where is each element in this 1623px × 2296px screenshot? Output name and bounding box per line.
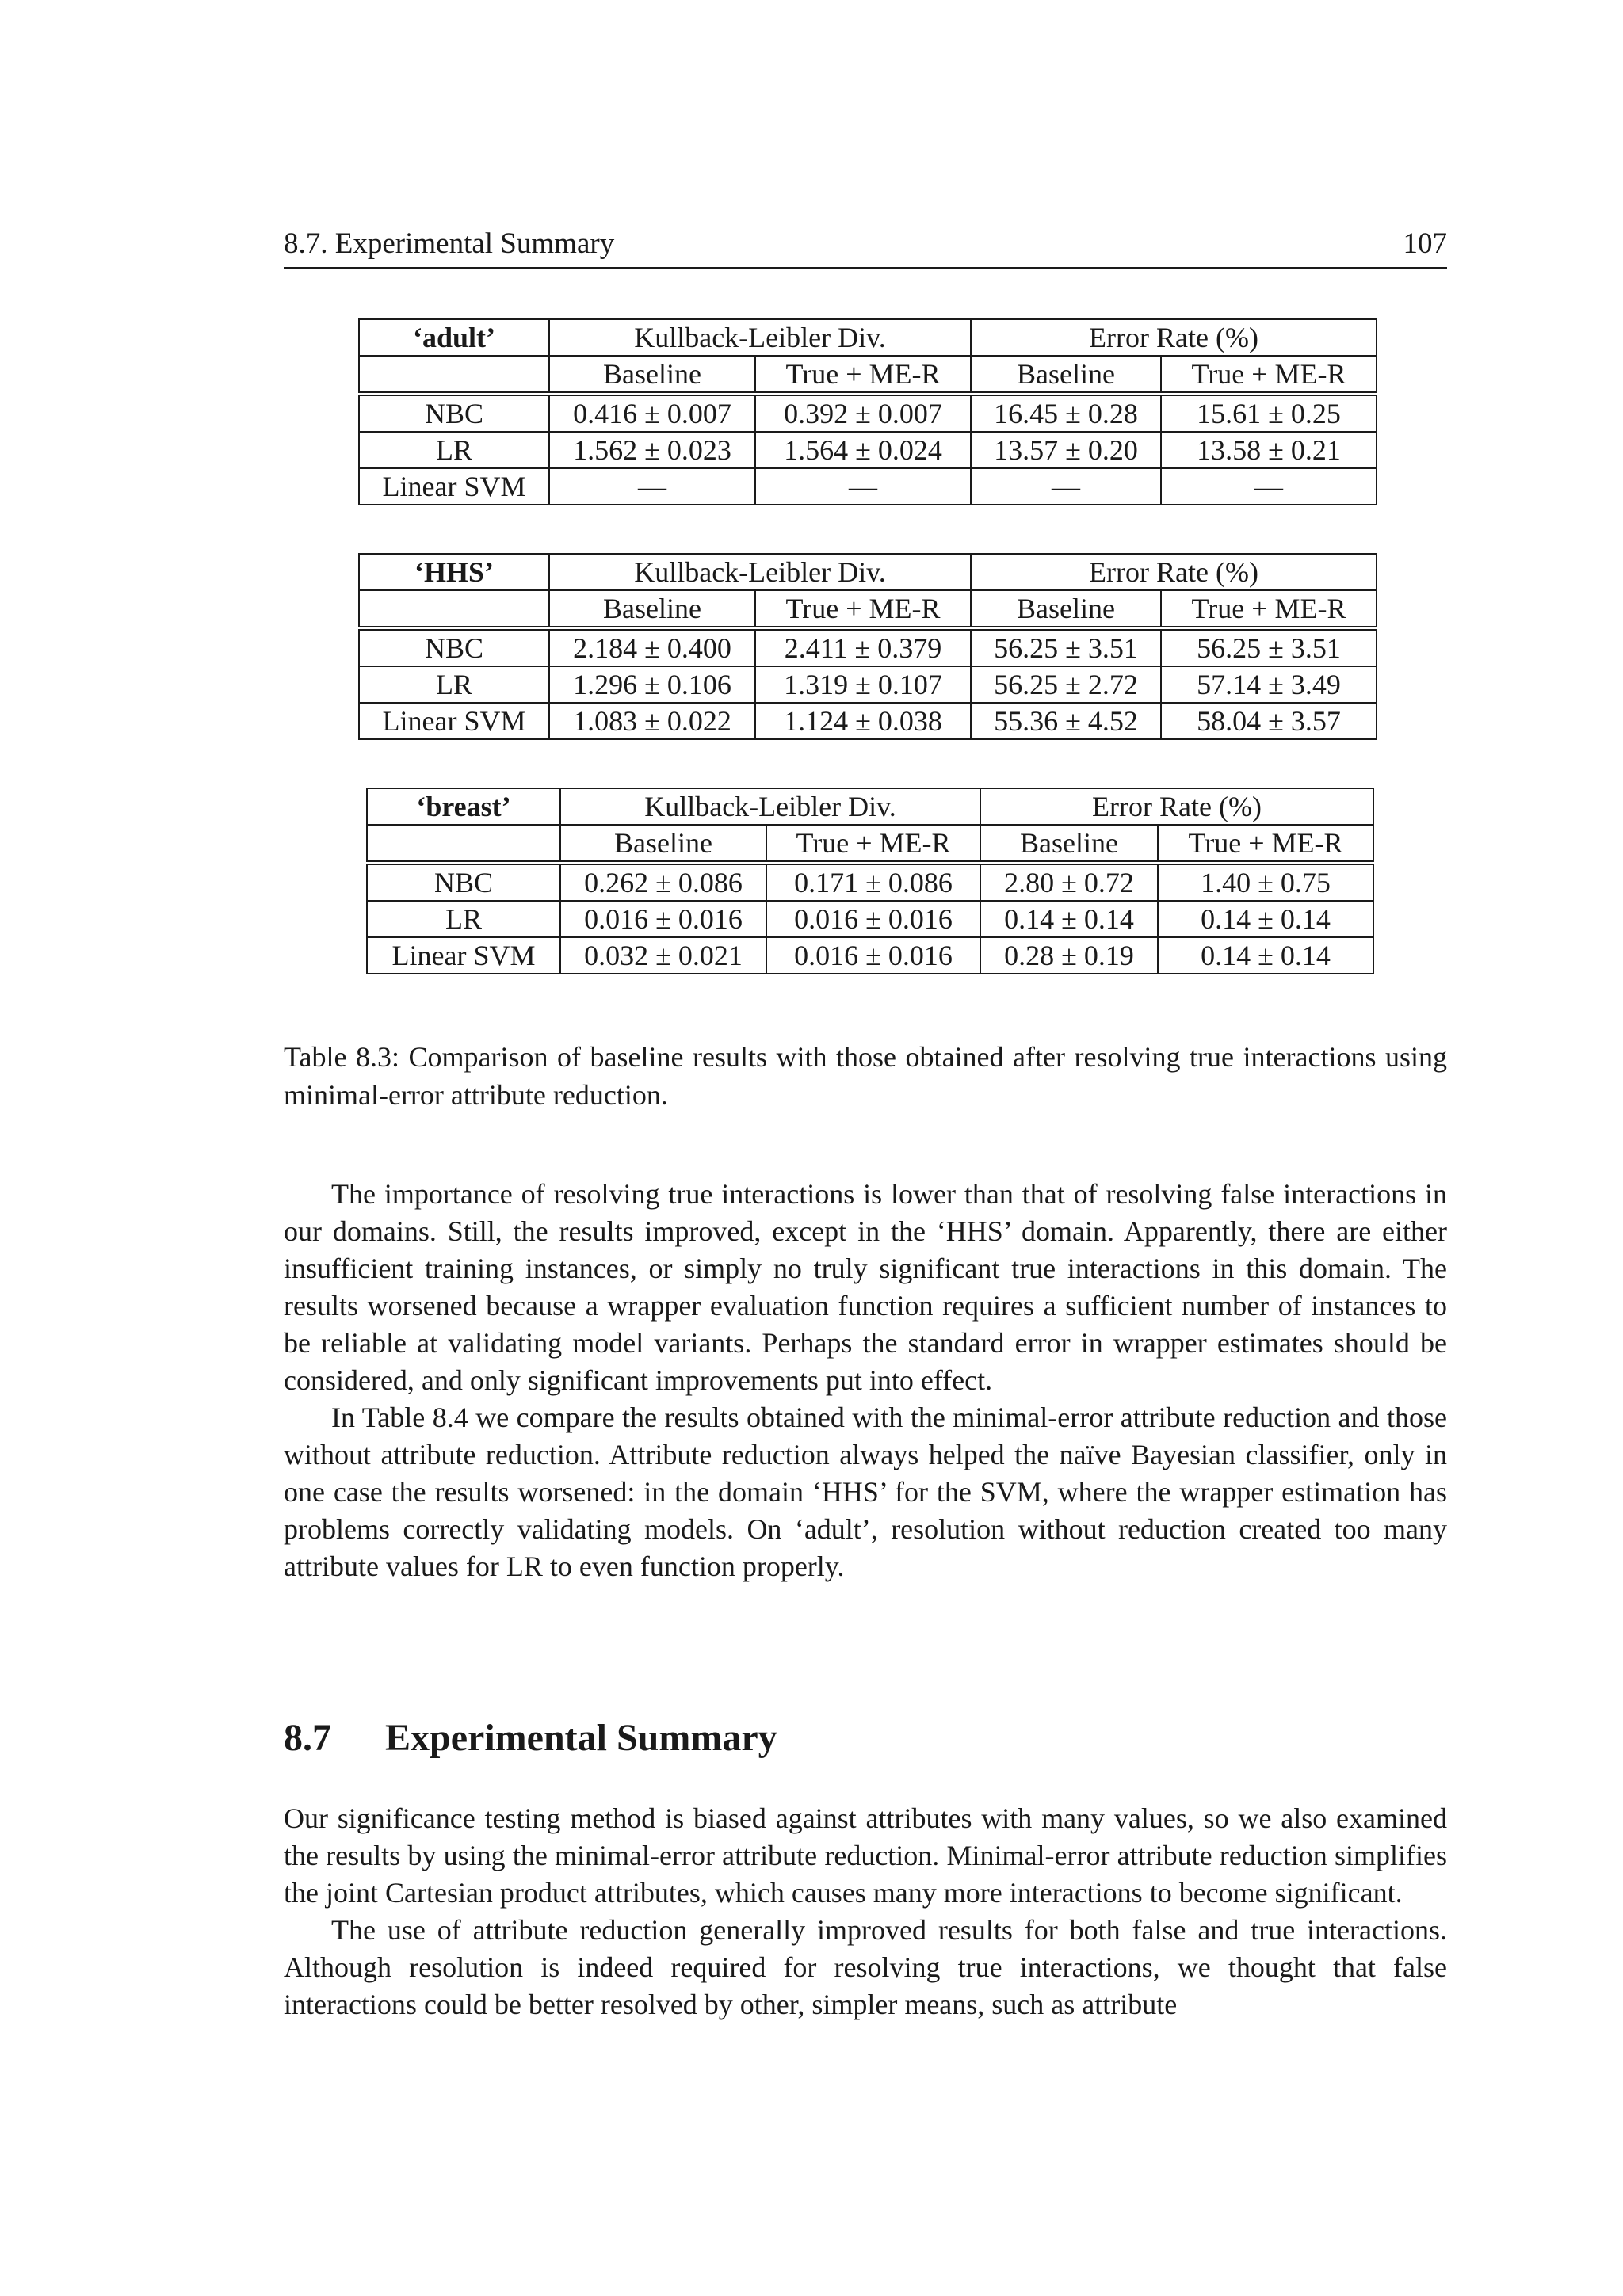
table-sub-header-row [359,356,1377,394]
row-label: NBC [359,394,549,432]
section-number: 8.7 [284,1717,331,1759]
results-table-hhs [358,553,1377,740]
running-head [284,227,1447,269]
table-cell: 55.36 ± 4.52 [971,703,1161,739]
table-row [359,666,1377,703]
table-cell: 1.296 ± 0.106 [549,666,755,703]
row-label: LR [359,432,549,468]
table-cell: 0.016 ± 0.016 [560,901,766,937]
table-cell: — [549,468,755,505]
table-row [359,628,1377,666]
table-cell: 0.262 ± 0.086 [560,863,766,901]
sub-header: Baseline [980,825,1158,863]
table-cell: 2.411 ± 0.379 [755,628,971,666]
table-cell: 15.61 ± 0.25 [1161,394,1377,432]
row-label: Linear SVM [359,703,549,739]
table-sub-header-row [359,590,1377,628]
row-label: Linear SVM [359,468,549,505]
sub-header: True + ME-R [755,356,971,394]
group-header: Error Rate (%) [971,319,1377,356]
group-header: Kullback-Leibler Div. [560,788,980,825]
row-label: Linear SVM [367,937,560,974]
table-cell: 0.392 ± 0.007 [755,394,971,432]
table-row [359,703,1377,739]
results-table-breast [366,788,1374,974]
sub-header: True + ME-R [1161,590,1377,628]
table-sub-header-row [367,825,1373,863]
row-label: NBC [359,628,549,666]
paragraph: The use of attribute reduction generally improved results for both false and true interactions. Although resolution is indeed required for resolving true interactions, we thought that false interactions could be better resolved by other, simpler means, such as attribute [284,1914,1447,2020]
table-cell: 13.57 ± 0.20 [971,432,1161,468]
body-text-before-section [284,1176,1447,1585]
empty-cell [367,825,560,863]
section-heading [284,1716,777,1760]
sub-header: True + ME-R [755,590,971,628]
table-cell: 0.016 ± 0.016 [766,901,980,937]
row-label: LR [359,666,549,703]
dataset-name: ‘adult’ [359,319,549,356]
table-caption: Table 8.3: Comparison of baseline results with those obtained after resolving true interactions using minimal-error attribute reduction. [284,1041,1447,1111]
body-text-after-section [284,1800,1447,2023]
table-cell: 1.562 ± 0.023 [549,432,755,468]
table-cell: 0.032 ± 0.021 [560,937,766,974]
table-row [359,468,1377,505]
row-label: LR [367,901,560,937]
table-cell: 16.45 ± 0.28 [971,394,1161,432]
table-cell: — [755,468,971,505]
table-cell: 0.171 ± 0.086 [766,863,980,901]
sub-header: True + ME-R [1161,356,1377,394]
table-cell: 56.25 ± 3.51 [971,628,1161,666]
table-group-header-row [367,788,1373,825]
table-cell: 0.14 ± 0.14 [980,901,1158,937]
page-number: 107 [1403,227,1447,260]
table-row [359,394,1377,432]
table-cell: 0.416 ± 0.007 [549,394,755,432]
running-head-section: 8.7. Experimental Summary [284,227,615,260]
sub-header: Baseline [971,356,1161,394]
sub-header: True + ME-R [766,825,980,863]
dataset-name: ‘breast’ [367,788,560,825]
table-cell: — [1161,468,1377,505]
section-title: Experimental Summary [385,1717,777,1759]
sub-header: Baseline [549,590,755,628]
table-cell: 2.80 ± 0.72 [980,863,1158,901]
table-row [367,901,1373,937]
sub-header: Baseline [971,590,1161,628]
paragraph: The importance of resolving true interactions is lower than that of resolving false interactions in our domains. Still, the results improved, except in the ‘HHS’ domain. Apparently, there are either insufficient training instances, or simply no truly significant true interactions in this domain. The results worsened because a wrapper evaluation function requires a sufficient number of instances to be reliable at validating model variants. Perhaps the standard error in wrapper estimates should be considered, and only significant improvements put into effect. [284,1178,1447,1396]
table-cell: — [971,468,1161,505]
group-header: Error Rate (%) [980,788,1373,825]
table-cell: 1.083 ± 0.022 [549,703,755,739]
table-row [367,937,1373,974]
paragraph: In Table 8.4 we compare the results obtained with the minimal-error attribute reduction and those without attribute reduction. Attribute reduction always helped the naïve Bayesian classifier, only in one case the results worsened: in the domain ‘HHS’ for the SVM, where the wrapper estimation has problems correctly validating models. On ‘adult’, resolution without reduction created too many attribute values for LR to even function properly. [284,1402,1447,1582]
table-group-header-row [359,319,1377,356]
group-header: Kullback-Leibler Div. [549,554,971,590]
table-group-header-row [359,554,1377,590]
table-cell: 1.564 ± 0.024 [755,432,971,468]
table-cell: 1.124 ± 0.038 [755,703,971,739]
table-cell: 56.25 ± 3.51 [1161,628,1377,666]
table-row [367,863,1373,901]
table-cell: 57.14 ± 3.49 [1161,666,1377,703]
table-cell: 0.016 ± 0.016 [766,937,980,974]
table-cell: 1.40 ± 0.75 [1158,863,1373,901]
table-cell: 2.184 ± 0.400 [549,628,755,666]
row-label: NBC [367,863,560,901]
sub-header: True + ME-R [1158,825,1373,863]
table-cell: 0.28 ± 0.19 [980,937,1158,974]
table-cell: 13.58 ± 0.21 [1161,432,1377,468]
table-row [359,432,1377,468]
results-table-adult [358,318,1377,505]
table-cell: 58.04 ± 3.57 [1161,703,1377,739]
empty-cell [359,356,549,394]
sub-header: Baseline [549,356,755,394]
table-cell: 56.25 ± 2.72 [971,666,1161,703]
sub-header: Baseline [560,825,766,863]
table-cell: 1.319 ± 0.107 [755,666,971,703]
empty-cell [359,590,549,628]
paragraph: Our significance testing method is biased against attributes with many values, so we also examined the results by using the minimal-error attribute reduction. Minimal-error attribute reduction simplifies the joint Cartesian product attributes, which causes many more interactions to become significant. [284,1802,1447,1909]
table-cell: 0.14 ± 0.14 [1158,901,1373,937]
table-cell: 0.14 ± 0.14 [1158,937,1373,974]
group-header: Error Rate (%) [971,554,1377,590]
dataset-name: ‘HHS’ [359,554,549,590]
group-header: Kullback-Leibler Div. [549,319,971,356]
